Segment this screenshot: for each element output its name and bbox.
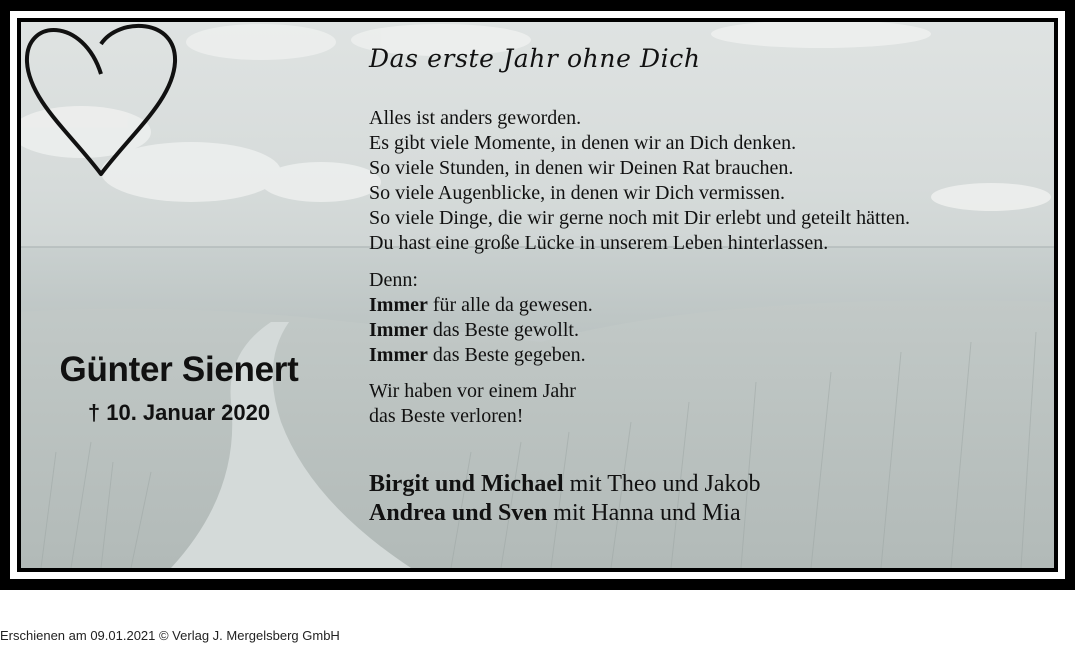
poem-block-3 <box>369 379 576 429</box>
poem-block-1 <box>369 106 910 256</box>
poem-line: Du hast eine große Lücke in unserem Leben hinterlassen. <box>369 232 829 254</box>
family-children: mit Theo und Jakob <box>563 471 761 497</box>
poem-line: So viele Augenblicke, in denen wir Dich vermissen. <box>369 182 786 204</box>
family-names: Birgit und Michael <box>369 471 564 497</box>
headline: Das erste Jahr ohne Dich <box>369 44 701 73</box>
death-date: † 10. Januar 2020 <box>87 400 271 425</box>
poem-intro: Denn: <box>369 269 418 291</box>
poem-block-2 <box>369 268 593 368</box>
poem-line-rest: für alle da gewesen. <box>427 294 593 316</box>
publication-footer: Erschienen am 09.01.2021 © Verlag J. Mergelsberg GmbH <box>0 628 340 643</box>
family-signatures <box>369 470 761 528</box>
family-names: Andrea und Sven <box>369 500 548 526</box>
family-line <box>369 470 761 499</box>
poem-line: So viele Stunden, in denen wir Deinen Rat brauchen. <box>369 157 794 179</box>
poem-line: Alles ist anders geworden. <box>369 107 582 129</box>
poem-line: Es gibt viele Momente, in denen wir an Dich denken. <box>369 132 797 154</box>
family-line <box>369 499 761 528</box>
poem-line <box>369 318 593 343</box>
poem-emphasis: Immer <box>369 319 428 341</box>
poem-line: das Beste verloren! <box>369 405 524 427</box>
poem-line <box>369 293 593 318</box>
poem-line <box>369 343 593 368</box>
poem-line: So viele Dinge, die wir gerne noch mit Dir erlebt und geteilt hätten. <box>369 207 910 229</box>
poem-emphasis: Immer <box>369 344 428 366</box>
poem-line: Wir haben vor einem Jahr <box>369 380 576 402</box>
heart-outline-icon <box>21 22 181 184</box>
poem-line-rest: das Beste gegeben. <box>427 344 586 366</box>
family-children: mit Hanna und Mia <box>547 500 741 526</box>
deceased-name: Günter Sienert <box>59 350 299 389</box>
poem-line-rest: das Beste gewollt. <box>427 319 579 341</box>
poem-emphasis: Immer <box>369 294 428 316</box>
